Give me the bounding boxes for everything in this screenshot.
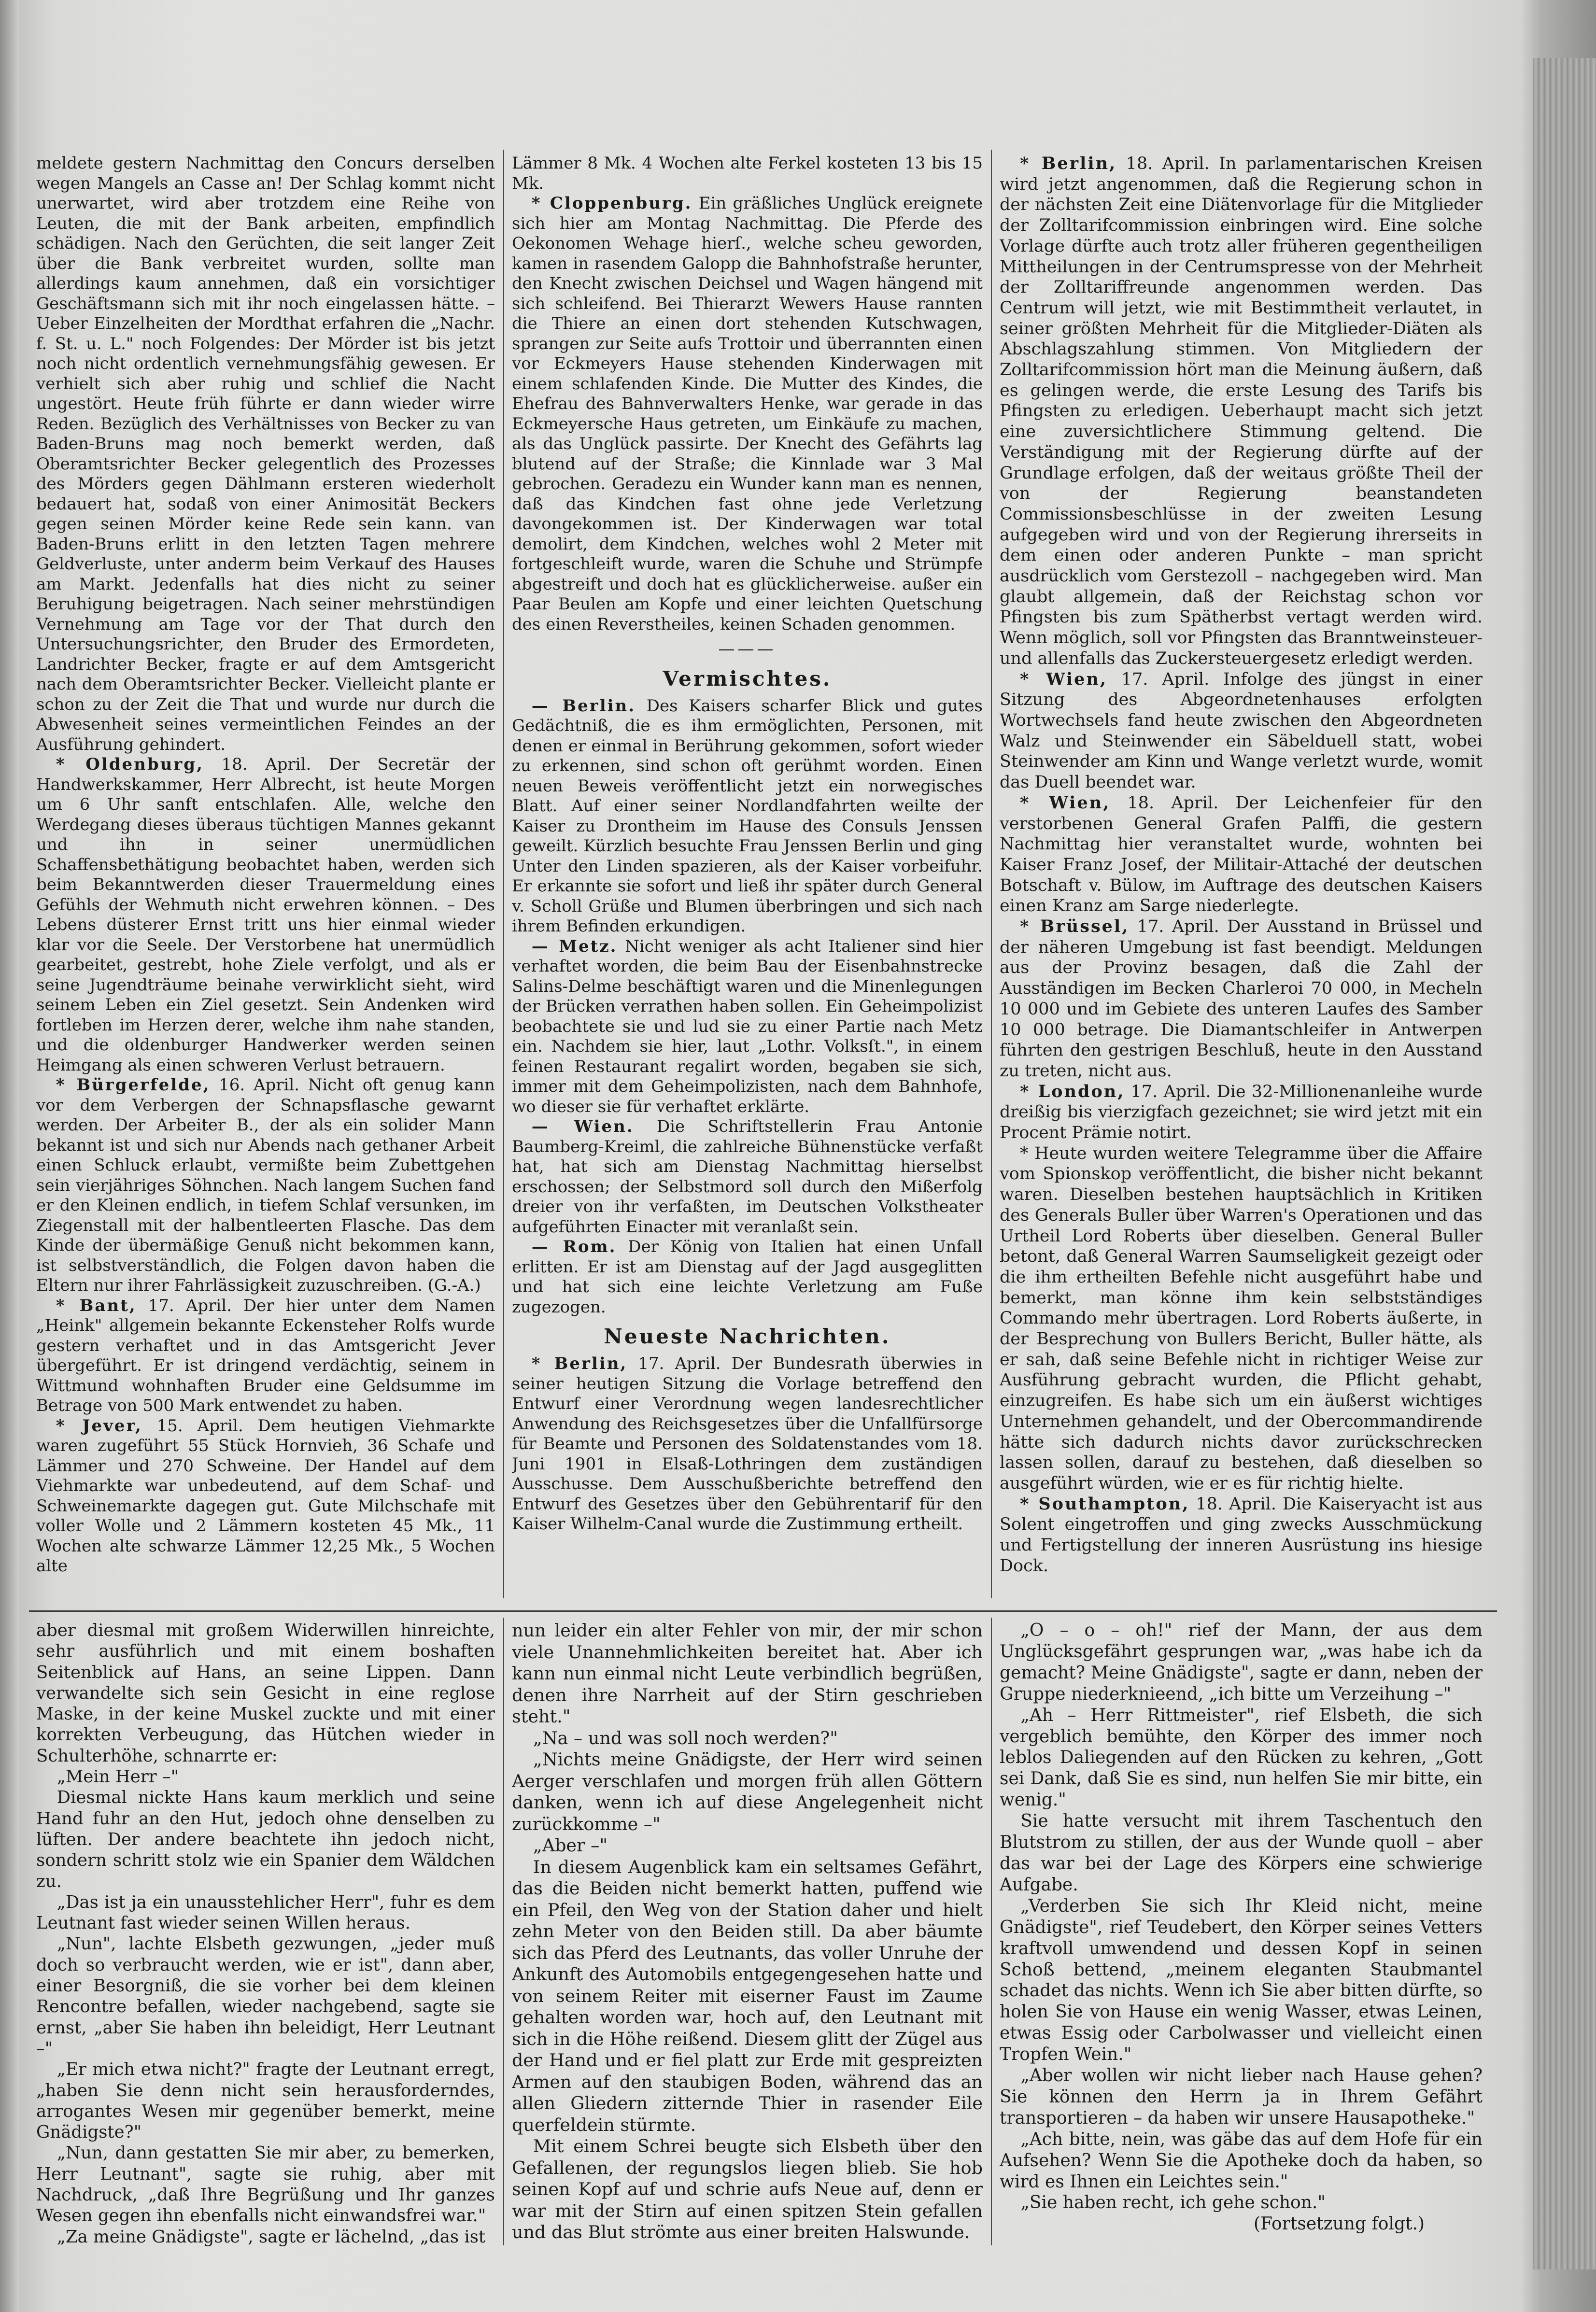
article-text: aber diesmal mit großem Widerwillen hinreichte, sehr ausführlich und mit einem boshaften Seitenblick auf Hans, an seine Lippen. Dann verwandelte sich sein Gesicht in eine reglose Maske, in der keine Muskel zuckte und mit einer korrekten Verbeugung, das Hütchen wieder in Schulterhöhe, schnarrte er: [36,1621,495,1766]
article-paragraph [36,1933,495,2059]
news-column-3 [1000,154,1483,1602]
article-text: 17. April. Die 32-Millionenanleihe wurde dreißig bis vierzigfach gezeichnet; sie wird jetzt mit ein Procent Prämie notirt. [1000,1082,1483,1143]
news-column-2 [512,154,983,1600]
article-text: 17. April. Infolge des jüngst in einer Sitzung des Abgeordnetenhauses erfolgten Wortwechsels fand heute zwischen den Abgeordneten Walz und Steinwender ein Säbelduell statt, wobei Steinwender am Kinn und Wange verletzt wurde, womit das Duell beendet war. [1000,669,1483,792]
article-paragraph [1000,2129,1483,2193]
story-column-3 [1000,1620,1483,2248]
dateline: * Bürgerfelde, [56,1075,211,1095]
section-heading: Neueste Nachrichten. [604,1325,891,1348]
article-text: „Sie haben recht, ich gehe schon." [1020,2193,1326,2213]
article-paragraph [1000,1494,1483,1577]
page-binding [0,0,19,2312]
article-text: 17. April. Der Bundesrath überwies in seiner heutigen Sitzung die Vorlage betreffend den Entwurf einer Verordnung wegen landesrechtlicher Anwendung des Reichsgesetzes über die Unfallfürsorge für Beamte und Personen des Soldatenstandes vom 18. Juni 1901 in Elsaß-Lothringen dem zuständigen Ausschusse. Dem Ausschußberichte betreffend den Entwurf des Gesetzes über den Gebührentarif für den Kaiser Wilhelm-Canal wurde die Zustimmung ertheilt. [512,1354,983,1534]
section-divider: ——— [718,639,777,659]
column-rule [991,1618,992,2245]
article-paragraph [512,696,983,937]
article-paragraph [512,1620,983,1728]
column-rule [503,1618,504,2245]
dateline: — Rom. [531,1237,617,1256]
article-text: Des Kaisers scharfer Blick und gutes Gedächtniß, die es ihm ermöglichten, Personen, mit denen er einmal in Berührung gekommen, sofort wieder zu erkennen, sind schon oft gerühmt worden. Einen neuen Beweis veröffentlicht jetzt ein norwegisches Blatt. Auf einer seiner Nordlandfahrten weilte der Kaiser zu Drontheim im Hause des Consuls Jenssen geweilt. Kürzlich besuchte Frau Jenssen Berlin und ging Unter den Linden spazieren, als der Kaiser vorbeifuhr. Er erkannte sie sofort und ließ ihr später durch General v. Scholl Grüße und Blumen überbringen und sich nach ihrem Befinden erkundigen. [512,696,983,936]
article-text: Der König von Italien hat einen Unfall erlitten. Er ist am Dienstag auf der Jagd ausgeglitten und hat sich eine leichte Verletzung am Fuße zugezogen. [512,1237,983,1317]
article-text: „Ah – Herr Rittmeister", rief Elsbeth, die sich vergeblich bemühte, den Körper des immer noch leblos Daliegenden auf den Rücken zu kehren, „Gott sei Dank, daß Sie es sind, nun helfen Sie mir bitte, ein wenig." [1000,1705,1483,1810]
dateline: * Wien, [1020,792,1111,813]
article-text: „Mein Herr –" [56,1767,179,1787]
article-text: „Aber wollen wir nicht lieber nach Hause gehen? Sie können den Herrn ja in Ihrem Gefährt transportieren – da haben wir unsere Hausapotheke." [1000,2066,1483,2128]
article-paragraph [1000,793,1483,916]
section-heading: Vermischtes. [663,666,832,691]
article-paragraph [36,755,495,1075]
column-rule [503,150,504,1598]
news-column-1 [36,154,495,1600]
article-paragraph [36,1787,495,1891]
article-text: „Za meine Gnädigste", sagte er lächelnd, „das ist [56,2227,486,2247]
story-column-2 [512,1620,983,2248]
article-text: Ein gräßliches Unglück ereignete sich hier am Montag Nachmittag. Die Pferde des Oekonomen Wehage hierſ., welche scheu geworden, kamen in rasendem Galopp die Bahnhofstraße herunter, den Knecht zwischen Deichsel und Wagen hängend mit sich schleifend. Bei Thierarzt Wewers Hause rannten die Thiere an einen dort stehenden Kutschwagen, sprangen zur Seite aufs Trottoir und überrannten einen vor Eckmeyers Hause stehenden Kinderwagen mit einem schlafenden Kinde. Die Mutter des Kindes, die Ehefrau des Bahnverwalters Henke, war gerade in das Eckmeyersche Haus getreten, um Einkäufe zu machen, als das Unglück passirte. Der Knecht des Gefährts lag blutend auf der Straße; die Kinnlade war 3 Mal gebrochen. Geradezu ein Wunder kann man es nennen, daß das Kindchen fast ohne jede Verletzung davongekommen ist. Der Kinderwagen war total demolirt, dem Kindchen, welches wohl 2 Meter mit fortgeschleift wurde, waren die Schuhe und Strümpfe abgestreift und doch hat es glücklicherweise. außer ein Paar Beulen am Kopfe und einer leichten Quetschung des einen Reverstheiles, keinen Schaden genommen. [512,194,983,634]
dateline: * Jever, [56,1416,142,1436]
article-text: 18. April. In parlamentarischen Kreisen wird jetzt angenommen, daß die Regierung schon in der nächsten Zeit eine Diätenvorlage für die Mitglieder der Zolltarifcommission einbringen wird. Eine solche Vorlage dürfte auch trotz aller früheren gegentheiligen Mittheilungen in der Centrumspresse von der Mehrheit der Zolltariffreunde angenommen werden. Das Centrum will jetzt, wie mit Bestimmtheit verlautet, in seiner größten Mehrheit für die Mitglieder-Diäten als Abschlagszahlung stimmen. Von Mitgliedern der Zolltarifcommission hört man die Meinung äußern, daß es gelingen werde, die erste Lesung des Tarifs bis Pfingsten zu erledigen. Ueberhaupt macht sich jetzt eine zuversichtlichere Stimmung geltend. Die Verständigung mit der Regierung dürfte auf der Grundlage erfolgen, daß der weitaus größte Theil der von der Regierung beanstandeten Commissionsbeschlüsse in der zweiten Lesung aufgegeben wird und von der Regierung ihrerseits in dem einen oder anderen Punkte – man spricht ausdrücklich vom Gerstezoll – nachgegeben wird. Man glaubt allgemein, daß der Reichstag schon vor Pfingsten bis zum Spätherbst vertagt werden wird. Wenn möglich, soll vor Pfingsten das Branntweinsteuer- und allenfalls das Zuckersteuergesetz erledigt werden. [1000,154,1483,668]
article-text: 18. April. Der Leichenfeier für den verstorbenen General Grafen Palffi, die gestern Nachmittag hier veranstaltet wurde, wohnten bei Kaiser Franz Josef, der Militair-Attaché der deutschen Botschaft v. Bülow, im Auftrage des deutschen Kaisers einen Kranz am Sarge niederlegte. [1000,793,1483,916]
article-paragraph [1000,1705,1483,1811]
article-text: 16. April. Nicht oft genug kann vor dem Verbergen der Schnapsflasche gewarnt werden. Der Arbeiter B., der als ein solider Mann bekannt ist und sich nur Abends nach gethaner Arbeit einen Schluck erlaubt, vermißte beim Zubettgehen sein vierjähriges Söhnchen. Nach langem Suchen fand er den Kleinen endlich, in tiefem Schlaf versunken, im Ziegenstall mit der halbentleerten Flasche. Das dem Kinde der übermäßige Genuß nicht bekommen kann, ist selbstverständlich, die Folgen davon haben die Eltern nur ihrer Fahrlässigkeit zuzuschreiben. (G.-A.) [36,1075,495,1295]
article-paragraph [36,1296,495,1416]
article-paragraph [1000,1811,1483,1896]
article-paragraph [512,937,983,1117]
article-text: „Na – und was soll noch werden?" [533,1727,838,1748]
article-paragraph [1000,2192,1483,2213]
article-paragraph [36,1416,495,1577]
dateline: — Metz. [531,936,618,956]
column-rule [991,150,992,1598]
article-paragraph [36,1075,495,1296]
article-paragraph [512,1728,983,1749]
article-text: „Nun, dann gestatten Sie mir aber, zu bemerken, Herr Leutnant", sagte sie ruhig, aber mit Nachdruck, „daß Ihre Begrüßung und Ihr ganzes Wesen gegen ihn ebenfalls nicht einwandsfrei war." [36,2143,495,2226]
dateline: * Southampton, [1020,1494,1190,1514]
article-paragraph [1000,669,1483,793]
article-paragraph [512,1354,983,1535]
article-text: 15. April. Dem heutigen Viehmarkte waren zugeführt 55 Stück Hornvieh, 36 Schafe und Lämmer und 270 Schweine. Der Handel auf dem Viehmarkte war unbedeutend, auf dem Schaf- und Schweinemarkte dagegen gut. Gute Milchschafe mit voller Wolle und 2 Lämmern kosteten 45 Mk., 11 Wochen alte schwarze Lämmer 12,25 Mk., 5 Wochen alte [36,1416,495,1576]
article-text: 18. April. Die Kaiseryacht ist aus Solent eingetroffen und ging zwecks Ausschmückung und Fertigstellung der inneren Ausrüstung ins hiesige Dock. [1000,1494,1483,1576]
dateline: * Oldenburg, [56,755,204,774]
article-paragraph [1000,1143,1483,1494]
article-text: „Er mich etwa nicht?" fragte der Leutnant erregt, „haben Sie denn nicht sein herausforderndes, arrogantes Wesen mir gegenüber bemerkt, meine Gnädigste?" [36,2059,495,2143]
article-paragraph [512,1857,983,2136]
article-paragraph [1000,1896,1483,2065]
article-paragraph [36,2143,495,2226]
article-paragraph [1000,916,1483,1082]
article-paragraph [1000,154,1483,669]
article-text: „Verderben Sie sich Ihr Kleid nicht, meine Gnädigste", rief Teudebert, den Körper seines Vetters kraftvoll umwendend und dessen Kopf in seinen Schoß bettend, „meinem eleganten Staubmantel schadet das nichts. Wenn ich Sie aber bitten dürfte, so holen Sie von Hause ein wenig Wasser, etwas Leinen, etwas Essig oder Carbolwasser und vielleicht einen Tropfen Wein." [1000,1896,1483,2065]
article-text: Mit einem Schrei beugte sich Elsbeth über den Gefallenen, der regungslos liegen blieb. Sie hob seinen Kopf auf und schrie aufs Neue auf, denn er war mit der Stirn auf einen spitzen Stein gefallen und das Blut strömte aus einer breiten Halswunde. [512,2136,983,2242]
article-paragraph [512,1117,983,1237]
article-text: „Aber –" [533,1835,608,1856]
article-paragraph [36,1620,495,1766]
page-edge [1533,58,1596,2270]
dateline: * Berlin, [1020,154,1117,173]
article-text: „O – o – oh!" rief der Mann, der aus dem Unglücksgefährt gesprungen war, „was habe ich da gemacht? Meine Gnädigste", sagte er dann, neben der Gruppe niederknieend, „ich bitte um Verzeihung –" [1000,1621,1483,1704]
dateline: * Berlin, [531,1354,628,1373]
article-paragraph [512,1749,983,1835]
story-column-1 [36,1620,495,2248]
dateline: * Brüssel, [1020,916,1130,937]
dateline: * London, [1020,1081,1125,1101]
dateline: — Berlin. [531,696,636,716]
article-paragraph [512,154,983,194]
dateline: — Wien. [531,1117,634,1136]
continuation-note: (Fortsetzung folgt.) [1254,2214,1425,2234]
feuilleton-separator [29,1610,1497,1612]
article-text: „Nun", lachte Elsbeth gezwungen, „jeder muß doch so verbraucht werden, wie er ist", dann aber, einer Besorgniß, die sie vorher bei dem kleinen Rencontre befallen, wieder nachgebend, sagte sie ernst, „aber Sie haben ihn beleidigt, Herr Leutnant –" [36,1934,495,2058]
dateline: * Bant, [56,1296,137,1315]
article-text: „Das ist ja ein unausstehlicher Herr", fuhr es dem Leutnant fast wieder seinen Willen heraus. [36,1892,495,1933]
article-text: Nicht weniger als acht Italiener sind hier verhaftet worden, die beim Bau der Eisenbahnstrecke Salins-Delme beschäftigt waren und die Minenlegungen der Brücken verrathen haben sollen. Ein Geheimpolizist beobachtete sie und lud sie zu einer Partie nach Metz ein. Nachdem sie hier, laut „Lothr. Volksſt.", in einem feinen Restaurant regalirt worden, begaben sie sich, immer mit dem Geheimpolizisten, nach dem Bahnhofe, wo dieser sie für verhaftet erklärte. [512,936,983,1116]
article-text: 17. April. Der hier unter dem Namen „Heink" allgemein bekannte Eckensteher Rolfs wurde gestern verhaftet und in das Amtsgericht Jever übergeführt. Er ist dringend verdächtig, seinem in Wittmund wohnhaften Bruder eine Geldsumme im Betrage von 500 Mark entwendet zu haben. [36,1296,495,1415]
article-text: Die Schriftstellerin Frau Antonie Baumberg-Kreiml, die zahlreiche Bühnenstücke verfaßt hat, hat sich am Dienstag Nachmittag hierselbst erschossen; der Selbstmord soll durch den Mißerfolg dreier von ihr verfaßten, im Deutschen Volkstheater aufgeführten Einacter mit veranlaßt sein. [512,1117,983,1237]
article-text: 18. April. Der Secretär der Handwerkskammer, Herr Albrecht, ist heute Morgen um 6 Uhr sanft entschlafen. Alle, welche den Werdegang dieses überaus tüchtigen Mannes gekannt und ihn in seiner unermüdlichen Schaffensbethätigung beobachtet haben, werden sich beim Bekanntwerden dieser Trauermeldung eines Gefühls der Wehmuth nicht erwehren können. – Des Lebens düsterer Ernst tritt uns hier einmal wieder klar vor die Seele. Der Verstorbene hat unermüdlich gearbeitet, gestrebt, hohe Ziele verfolgt, und als er seine Jugendträume beinahe verwirklicht sieht, wird seinem Leben ein Ziel gesetzt. Sein Andenken wird fortleben im Herzen derer, welche ihm nahe standen, und die oldenburger Handwerker werden seinen Heimgang als einen schweren Verlust betrauern. [36,755,495,1075]
article-text: Diesmal nickte Hans kaum merklich und seine Hand fuhr an den Hut, jedoch ohne denselben zu lüften. Der andere beachtete ihn jedoch nicht, sondern schritt stolz wie ein Spanier dem Wäldchen zu. [36,1788,495,1891]
article-paragraph [512,194,983,634]
article-paragraph [1000,1620,1483,1705]
article-text: nun leider ein alter Fehler von mir, der mir schon viele Unannehmlichkeiten bereitet hat. Aber ich kann nun einmal nicht Leute verbindlich begrüßen, denen ihre Narrheit auf der Stirn geschrieben steht." [512,1620,983,1727]
article-text: 17. April. Der Ausstand in Brüssel und der näheren Umgebung ist fast beendigt. Meldungen aus der Provinz besagen, daß die Zahl der Ausständigen im Becken Charleroi 70 000, in Mecheln 10 000 und im Gebiete des unteren Laufes des Samber 10 000 betrage. Die Diamantschleifer in Antwerpen führten den gestrigen Beschluß, heute in den Ausstand zu treten, nicht aus. [1000,917,1483,1081]
article-paragraph [512,2136,983,2243]
article-text: „Nichts meine Gnädigste, der Herr wird seinen Aerger verschlafen und morgen früh allen Göttern danken, wenn ich auf diese Angelegenheit nicht zurückkomme –" [512,1749,983,1834]
article-paragraph [512,1237,983,1317]
article-paragraph [512,1835,983,1857]
article-paragraph [1000,2065,1483,2129]
article-paragraph [36,2059,495,2143]
dateline: * Cloppenburg. [531,194,692,213]
article-text: „Ach bitte, nein, was gäbe das auf dem Hofe für ein Aufsehen? Wenn Sie die Apotheke doch da haben, so wird es Ihnen ein Leichtes sein." [1000,2129,1483,2192]
article-paragraph [1000,1082,1483,1143]
article-paragraph [36,154,495,755]
article-paragraph [36,1892,495,1934]
article-text: * Heute wurden weitere Telegramme über die Affaire vom Spionskop veröffentlicht, die bisher nicht bekannt waren. Dieselben bestehen hauptsächlich in Kritiken des Generals Buller über Warren's Operationen und das Urtheil Lord Roberts über dieselben. General Buller betont, daß General Warren Saumseligkeit gezeigt oder die ihm ertheilten Befehle nicht ausgeführt habe und bemerkt, man könne ihm kein selbstständiges Commando mehr übertragen. Lord Roberts äußerte, in der Besprechung von Bullers Bericht, Buller hätte, als er sah, daß seine Befehle nicht in richtiger Weise zur Ausführung gebracht wurden, die Pflicht gehabt, einzugreifen. Es habe sich um ein äußerst wichtiges Unternehmen gehandelt, und der Obercommandirende hätte sich dadurch nichts davor zurückschrecken lassen sollen, darauf zu bestehen, daß dieselben so ausgeführt würden, wie er es für richtig hielte. [1000,1143,1483,1493]
article-text: Lämmer 8 Mk. 4 Wochen alte Ferkel kosteten 13 bis 15 Mk. [512,154,983,193]
dateline: * Wien, [1020,669,1108,689]
article-text: meldete gestern Nachmittag den Concurs derselben wegen Mangels an Casse an! Der Schlag kommt nicht unerwartet, wird aber trotzdem eine Reihe von Leuten, die mit der Bank arbeiten, empfindlich schädigen. Nach den Gerüchten, die seit langer Zeit über die Bank verbreitet wurden, sollte man allerdings kaum annehmen, daß ein vorsichtiger Geschäftsmann sich mit ihr noch eingelassen hätte. – Ueber Einzelheiten der Mordthat erfahren die „Nachr. f. St. u. L." noch Folgendes: Der Mörder ist bis jetzt noch nicht ordentlich vernehmungsfähig gewesen. Er verhielt sich aber ruhig und schlief die Nacht ungestört. Heute früh führte er dann wieder wirre Reden. Bezüglich des Verhältnisses von Becker zu van Baden-Bruns mag noch bemerkt werden, daß Oberamtsrichter Becker gelegentlich des Prozesses des Mörders gegen Dählmann ersteren wiederholt bedauert hat, sodaß von einer Animosität Beckers gegen seinen Mörder keine Rede sein kann. van Baden-Bruns erlitt in den letzten Tagen mehrere Geldverluste, unter anderm beim Verkauf des Hauses am Markt. Jedenfalls hat dies nicht zu seiner Beruhigung beigetragen. Nach seiner mehrstündigen Vernehmung am Tage vor der That durch den Untersuchungsrichter, den Bruder des Ermordeten, Landrichter Becker, fragte er auf dem Amtsgericht nach dem Oberamtsrichter Becker. Vielleicht plante er schon zu der Zeit die That und wurde nur durch die Abwesenheit seines vermeintlichen Feindes an der Ausführung gehindert. [36,154,495,754]
article-text: Sie hatte versucht mit ihrem Taschentuch den Blutstrom zu stillen, der aus der Wunde quoll – aber das war bei der Lage des Körpers eine schwierige Aufgabe. [1000,1811,1483,1895]
article-paragraph [36,1766,495,1787]
article-paragraph [36,2227,495,2247]
article-text: In diesem Augenblick kam ein seltsames Gefährt, das die Beiden nicht bemerkt hatten, puffend wie ein Pfeil, den Weg von der Station daher und hielt zehn Meter von den Beiden still. Da aber bäumte sich das Pferd des Leutnants, das voller Unruhe der Ankunft des Automobils entgegengesehen hatte und von seinem Reiter mit eiserner Faust im Zaume gehalten worden war, hoch auf, den Leutnant mit sich in die Höhe reißend. Diesem glitt der Zügel aus der Hand und er fiel platt zur Erde mit gespreizten Armen auf den staubigen Boden, während das an allen Gliedern zitternde Thier in rasender Eile querfeldein stürmte. [512,1856,983,2135]
